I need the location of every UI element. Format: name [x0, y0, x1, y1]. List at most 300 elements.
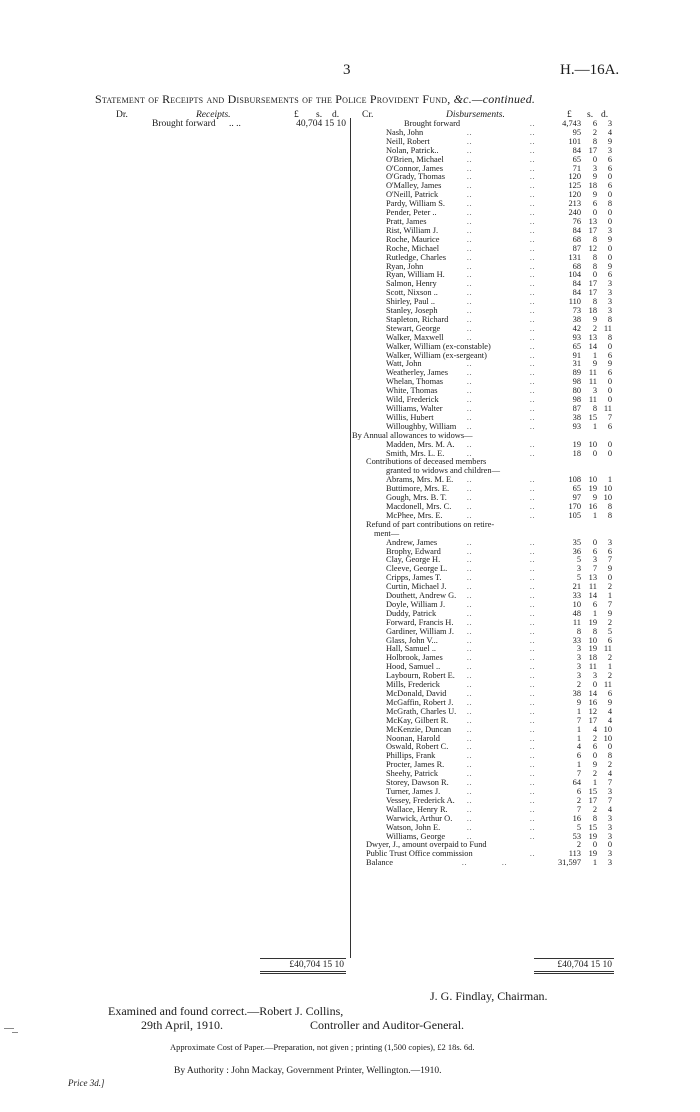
amount-pounds: 89: [572, 368, 581, 378]
amount-pounds: 80: [572, 386, 581, 396]
disbursement-name: Hood, Samuel ..: [386, 662, 441, 672]
amount-pounds: 93: [572, 421, 581, 431]
leader-dots: ..: [467, 690, 473, 698]
amount-shillings: 3: [592, 386, 597, 396]
leader-dots: ..: [530, 565, 536, 574]
amount-pounds: 71: [572, 163, 581, 173]
amount-shillings: 1: [592, 778, 597, 788]
disbursement-name: O'Malley, James: [386, 181, 442, 191]
amount-shillings: 6: [592, 119, 597, 128]
amount-shillings: 0: [592, 751, 597, 761]
amount-shillings: 17: [588, 145, 597, 155]
disbursement-name: Smith, Mrs. L. E.: [386, 448, 445, 458]
leader-dots: ..: [467, 333, 473, 342]
leader-dots: ..: [467, 592, 473, 601]
leader-dots: ..: [530, 770, 536, 779]
disbursement-name: Duddy, Patrick: [386, 608, 437, 618]
amount-pence: 6: [607, 270, 612, 280]
leader-dots: ..: [467, 672, 473, 681]
disbursement-name: Nolan, Patrick..: [386, 145, 439, 155]
disbursement-name: Noonan, Harold: [386, 733, 440, 743]
disbursement-name: McPhee, Mrs. E.: [386, 510, 443, 520]
disbursement-name: O'Grady, Thomas: [386, 172, 445, 182]
leader-dots: ..: [530, 289, 536, 298]
disbursement-name: Clay, George H.: [386, 555, 441, 565]
amount-shillings: 12: [588, 706, 597, 716]
disbursement-name: White, Thomas: [386, 386, 438, 396]
amount-pounds: 101: [568, 136, 581, 146]
receipts-brought-forward-amount: 40,704 15 10: [296, 119, 346, 129]
amount-shillings: 1: [592, 350, 597, 360]
amount-pence: 3: [607, 831, 612, 841]
amount-pence: 11: [603, 323, 612, 333]
disbursement-name: Willis, Hubert: [386, 412, 434, 422]
amount-pence: 1: [607, 475, 612, 485]
amount-pence: 2: [607, 671, 612, 681]
leader-dots: ..: [530, 413, 536, 422]
amount-pence: 2: [607, 760, 612, 770]
disbursement-name: Procter, James R.: [386, 760, 445, 770]
leader-dots: ..: [467, 307, 473, 316]
amount-pence: 6: [607, 350, 612, 360]
amount-pence: 3: [607, 145, 612, 155]
leader-dots: ..: [530, 378, 536, 387]
leader-dots: ..: [467, 324, 473, 333]
amount-pence: 8: [607, 199, 612, 209]
leader-dots: ..: [467, 128, 473, 137]
amount-pounds: 7: [576, 715, 581, 725]
amount-pounds: 110: [568, 297, 581, 307]
disbursement-name: Pratt, James: [386, 216, 427, 226]
disbursement-name: Scott, Nixson ..: [386, 288, 438, 298]
leader-dots: ..: [530, 698, 536, 707]
leader-dots: ..: [530, 164, 536, 173]
leader-dots: ..: [530, 476, 536, 485]
leader-dots: ..: [467, 235, 473, 244]
leader-dots: ..: [530, 396, 536, 405]
disbursement-name: McKenzie, Duncan: [386, 724, 452, 734]
amount-pounds: 5: [576, 555, 581, 565]
amount-shillings: 1: [592, 510, 597, 520]
amount-pounds: 131: [568, 252, 581, 262]
disbursement-name: Andrew, James: [386, 537, 438, 547]
amount-pence: 9: [607, 697, 612, 707]
amount-pence: 6: [607, 368, 612, 378]
disbursement-name: Williams, Walter: [386, 404, 443, 413]
amount-shillings: 0: [592, 840, 597, 850]
disbursement-name: McKay, Gilbert R.: [386, 715, 449, 725]
leader-dots: ..: [530, 547, 536, 556]
amount-pounds: 1: [576, 706, 581, 716]
leader-dots: ..: [467, 289, 473, 298]
disbursement-name: Weatherley, James: [386, 368, 449, 378]
leader-dots: ..: [467, 485, 473, 494]
disbursement-name: Storey, Dawson R.: [386, 778, 449, 788]
amount-shillings: 6: [592, 199, 597, 209]
leader-dots: ..: [530, 253, 536, 262]
leader-dots: ..: [467, 752, 473, 761]
leader-dots: ..: [530, 796, 536, 805]
disbursement-name: By Annual allowances to widows—: [352, 430, 473, 440]
receipts-leader-dots: .. ..: [229, 119, 241, 129]
amount-shillings: 19: [588, 831, 597, 841]
cost-note: Approximate Cost of Paper.—Preparation, not given ; printing (1,500 copies), £2 18s. 6d.: [170, 1042, 475, 1052]
leader-dots: ..: [467, 538, 473, 547]
disbursement-name: Contributions of deceased members: [366, 457, 487, 467]
amount-pounds: 7: [576, 769, 581, 779]
disbursement-name: Macdonell, Mrs. C.: [386, 501, 452, 511]
disbursement-name: Whelan, Thomas: [386, 377, 444, 387]
amount-shillings: 14: [588, 591, 597, 601]
amount-shillings: 9: [592, 190, 597, 200]
disbursement-name: Stanley, Joseph: [386, 306, 438, 316]
amount-pounds: 6: [576, 751, 581, 761]
amount-shillings: 11: [588, 582, 597, 592]
amount-shillings: 13: [588, 332, 597, 342]
amount-pence: 10: [603, 733, 612, 743]
disbursement-name: Pardy, William S.: [386, 199, 445, 209]
leader-dots: ..: [467, 413, 473, 422]
amount-pence: 3: [607, 822, 612, 832]
amount-pence: 4: [607, 804, 612, 814]
amount-pence: 9: [607, 261, 612, 271]
disbursement-name: Buttimore, Mrs. E.: [386, 484, 450, 494]
leader-dots: ..: [530, 146, 536, 155]
amount-pounds: 76: [572, 216, 581, 226]
disbursement-name: Wallace, Henry R.: [386, 804, 448, 814]
amount-shillings: 13: [588, 573, 597, 583]
disbursement-name: Roche, Maurice: [386, 234, 440, 244]
column-divider: [350, 118, 351, 958]
amount-pence: 10: [603, 484, 612, 494]
disbursement-name: Watt, John: [386, 359, 422, 369]
amount-pounds: 87: [572, 404, 581, 413]
leader-dots: ..: [530, 690, 536, 698]
leader-dots: ..: [467, 743, 473, 752]
amount-shillings: 8: [592, 234, 597, 244]
amount-pounds: 7: [576, 804, 581, 814]
amount-pence: 9: [607, 359, 612, 369]
leader-dots: ..: [530, 244, 536, 253]
leader-dots: ..: [467, 502, 473, 511]
shilling-heading: s.: [316, 110, 323, 120]
amount-pounds: 31: [572, 359, 581, 369]
disbursement-name: Nash, John: [386, 127, 424, 137]
amount-pence: 3: [607, 858, 612, 868]
amount-pence: 6: [607, 163, 612, 173]
leader-dots: ..: [530, 351, 536, 360]
amount-shillings: 12: [588, 243, 597, 253]
leader-dots: ..: [467, 787, 473, 796]
amount-shillings: 19: [588, 849, 597, 859]
amount-shillings: 11: [588, 368, 597, 378]
amount-pounds: 84: [572, 288, 581, 298]
leader-dots: ..: [530, 315, 536, 324]
amount-pence: 8: [607, 332, 612, 342]
leader-dots: ..: [467, 200, 473, 209]
disbursement-name: Public Trust Office commission: [366, 849, 473, 859]
leader-dots: ..: [467, 173, 473, 182]
disbursement-name: Oswald, Robert C.: [386, 742, 449, 752]
disbursement-name: Gough, Mrs. B. T.: [386, 493, 447, 503]
amount-pounds: 125: [568, 181, 581, 191]
disbursement-name: Doyle, William J.: [386, 599, 446, 609]
leader-dots: ..: [530, 226, 536, 235]
leader-dots: ..: [467, 476, 473, 485]
amount-shillings: 0: [592, 208, 597, 218]
amount-shillings: 11: [588, 662, 597, 672]
leader-dots: ..: [530, 137, 536, 146]
amount-pounds: 120: [568, 190, 581, 200]
amount-pence: 3: [607, 537, 612, 547]
amount-pounds: 104: [568, 270, 581, 280]
amount-pence: 0: [607, 243, 612, 253]
amount-pounds: 64: [572, 778, 581, 788]
amount-pounds: 120: [568, 172, 581, 182]
receipts-brought-forward: Brought forward: [152, 119, 216, 129]
leader-dots: ..: [530, 333, 536, 342]
leader-dots: ..: [467, 796, 473, 805]
leader-dots: ..: [530, 787, 536, 796]
disbursement-name: Forward, Francis H.: [386, 617, 454, 627]
dr-heading: Dr.: [116, 110, 128, 120]
disbursement-name: Ryan, William H.: [386, 270, 445, 280]
amount-pence: 11: [603, 644, 612, 654]
amount-pounds: 3: [576, 671, 581, 681]
amount-pence: 3: [607, 786, 612, 796]
title-rest: of Receipts and Disbursements of the Police Provident Fund,: [148, 92, 451, 106]
amount-pence: 0: [607, 377, 612, 387]
amount-shillings: 8: [592, 261, 597, 271]
leader-dots: ..: [530, 779, 536, 788]
amount-shillings: 17: [588, 288, 597, 298]
leader-dots: ..: [530, 422, 536, 431]
disbursement-name: Warwick, Arthur O.: [386, 813, 453, 823]
pence-heading: d.: [332, 110, 340, 120]
leader-dots: ..: [530, 191, 536, 200]
amount-pounds: 98: [572, 377, 581, 387]
leader-dots: ..: [467, 823, 473, 832]
amount-pence: 0: [607, 395, 612, 405]
amount-pounds: 65: [572, 154, 581, 164]
amount-pence: 3: [607, 306, 612, 316]
amount-shillings: 7: [592, 564, 597, 574]
amount-shillings: 2: [592, 733, 597, 743]
amount-pence: 0: [607, 341, 612, 351]
amount-shillings: 1: [592, 858, 597, 868]
disbursement-name: Brought forward: [404, 119, 461, 128]
amount-pounds: 3: [576, 644, 581, 654]
leader-dots: ..: [467, 761, 473, 770]
leader-dots: ..: [467, 645, 473, 654]
amount-shillings: 15: [588, 412, 597, 422]
amount-pounds: 38: [572, 689, 581, 698]
disbursement-name: McDonald, David: [386, 689, 447, 698]
amount-shillings: 13: [588, 216, 597, 226]
leader-dots: ..: [467, 734, 473, 743]
leader-dots: ..: [467, 725, 473, 734]
leader-dots: ..: [467, 182, 473, 191]
disbursement-name: Stewart, George: [386, 323, 441, 333]
leader-dots: ..: [530, 280, 536, 289]
amount-shillings: 4: [592, 724, 597, 734]
pound-heading: £: [294, 110, 299, 120]
amount-pence: 3: [607, 813, 612, 823]
amount-pence: 2: [607, 617, 612, 627]
amount-pence: 0: [607, 252, 612, 262]
disbursement-name: Ryan, John: [386, 261, 424, 271]
amount-pounds: 65: [572, 341, 581, 351]
amount-pounds: 91: [572, 350, 581, 360]
leader-dots: ..: [467, 627, 473, 636]
amount-pence: 2: [607, 582, 612, 592]
amount-pence: 1: [607, 591, 612, 601]
amount-pounds: 36: [572, 546, 581, 556]
amount-pounds: 1: [576, 760, 581, 770]
amount-pounds: 35: [572, 537, 581, 547]
leader-dots: ..: [467, 832, 473, 841]
amount-pounds: 18: [572, 448, 581, 458]
disbursement-name: Dwyer, J., amount overpaid to Fund: [366, 840, 487, 850]
amount-pounds: 3: [576, 662, 581, 672]
leader-dots: ..: [467, 663, 473, 672]
leader-dots: ..: [467, 618, 473, 627]
leader-dots: ..: [467, 244, 473, 253]
leader-dots: ..: [467, 707, 473, 716]
paper-reference: H.—16A.: [560, 62, 620, 78]
amount-pence: 3: [607, 119, 612, 128]
amount-pounds: 240: [568, 208, 581, 218]
amount-pounds: 105: [568, 510, 581, 520]
disbursement-name: O'Neill, Patrick: [386, 190, 439, 200]
page-number: 3: [343, 62, 351, 78]
amount-pence: 6: [607, 154, 612, 164]
leader-dots: ..: [530, 725, 536, 734]
leader-dots: ..: [530, 494, 536, 503]
amount-shillings: 0: [592, 448, 597, 458]
leader-dots: ..: [530, 307, 536, 316]
amount-pounds: 33: [572, 635, 581, 645]
amount-shillings: 16: [588, 501, 597, 511]
disbursement-row: [352, 859, 612, 868]
leader-dots: ..: [502, 859, 508, 868]
amount-pounds: 97: [572, 493, 581, 503]
leader-dots: ..: [530, 823, 536, 832]
disbursement-name: Madden, Mrs. M. A.: [386, 439, 455, 449]
amount-pounds: 33: [572, 591, 581, 601]
leader-dots: ..: [467, 164, 473, 173]
amount-shillings: 8: [592, 626, 597, 636]
printing-authority: By Authority : John Mackay, Government Printer, Wellington.—1910.: [174, 1066, 442, 1076]
amount-shillings: 6: [592, 742, 597, 752]
amount-pence: 5: [607, 626, 612, 636]
amount-pence: 9: [607, 136, 612, 146]
amount-shillings: 2: [592, 769, 597, 779]
amount-pence: 3: [607, 849, 612, 859]
amount-pounds: 84: [572, 225, 581, 235]
margin-mark: [4, 1028, 14, 1029]
amount-shillings: 9: [592, 493, 597, 503]
amount-shillings: 15: [588, 786, 597, 796]
amount-shillings: 11: [588, 395, 597, 405]
disbursement-name: Wild, Frederick: [386, 395, 439, 405]
disbursement-name: McGaffin, Robert J.: [386, 697, 454, 707]
amount-shillings: 9: [592, 760, 597, 770]
amount-pence: 7: [607, 599, 612, 609]
amount-pence: 6: [607, 181, 612, 191]
leader-dots: ..: [467, 271, 473, 280]
leader-dots: ..: [530, 681, 536, 690]
amount-pounds: 5: [576, 822, 581, 832]
amount-pounds: 87: [572, 243, 581, 253]
amount-pence: 0: [607, 386, 612, 396]
leader-dots: ..: [530, 369, 536, 378]
amount-shillings: 0: [592, 154, 597, 164]
amount-pence: 0: [607, 190, 612, 200]
amount-shillings: 15: [588, 822, 597, 832]
amount-pounds: 31,597: [557, 858, 581, 868]
leader-dots: ..: [467, 449, 473, 458]
leader-dots: ..: [467, 396, 473, 405]
disbursement-name: Abrams, Mrs. M. E.: [386, 475, 454, 485]
leader-dots: ..: [530, 262, 536, 271]
leader-dots: ..: [467, 253, 473, 262]
amount-shillings: 14: [588, 689, 597, 698]
amount-pounds: 98: [572, 395, 581, 405]
leader-dots: ..: [530, 814, 536, 823]
disbursements-total: £40,704 15 10: [534, 958, 614, 974]
amount-pounds: 95: [572, 127, 581, 137]
leader-dots: ..: [530, 155, 536, 164]
disbursement-name: Mills, Frederick: [386, 680, 440, 690]
leader-dots: ..: [530, 600, 536, 609]
amount-pence: 7: [607, 412, 612, 422]
leader-dots: ..: [530, 342, 536, 351]
amount-shillings: 10: [588, 635, 597, 645]
amount-pence: 0: [607, 439, 612, 449]
leader-dots: ..: [467, 716, 473, 725]
disbursement-name: Shirley, Paul ..: [386, 297, 436, 307]
leader-dots: ..: [530, 502, 536, 511]
amount-shillings: 17: [588, 715, 597, 725]
disbursement-name: Gardiner, William J.: [386, 626, 455, 636]
leader-dots: ..: [467, 387, 473, 396]
disbursement-name: Cripps, James T.: [386, 573, 442, 583]
amount-shillings: 14: [588, 341, 597, 351]
amount-shillings: 9: [592, 314, 597, 324]
leader-dots: ..: [467, 609, 473, 618]
leader-dots: ..: [467, 636, 473, 645]
disbursements-list: [352, 120, 612, 868]
amount-pence: 6: [607, 421, 612, 431]
leader-dots: ..: [530, 707, 536, 716]
title-lead: Statement: [95, 92, 146, 106]
amount-pence: 3: [607, 225, 612, 235]
leader-dots: ..: [530, 128, 536, 137]
disbursement-name: Laybourn, Robert E.: [386, 671, 455, 681]
amount-pence: 6: [607, 689, 612, 698]
amount-pence: 8: [607, 501, 612, 511]
leader-dots: ..: [530, 271, 536, 280]
leader-dots: ..: [530, 200, 536, 209]
amount-pounds: 213: [568, 199, 581, 209]
disbursement-name: McGrath, Charles U.: [386, 706, 457, 716]
amount-pounds: 1: [576, 733, 581, 743]
leader-dots: ..: [530, 645, 536, 654]
amount-pounds: 3: [576, 653, 581, 663]
leader-dots: ..: [467, 770, 473, 779]
amount-shillings: 8: [592, 813, 597, 823]
